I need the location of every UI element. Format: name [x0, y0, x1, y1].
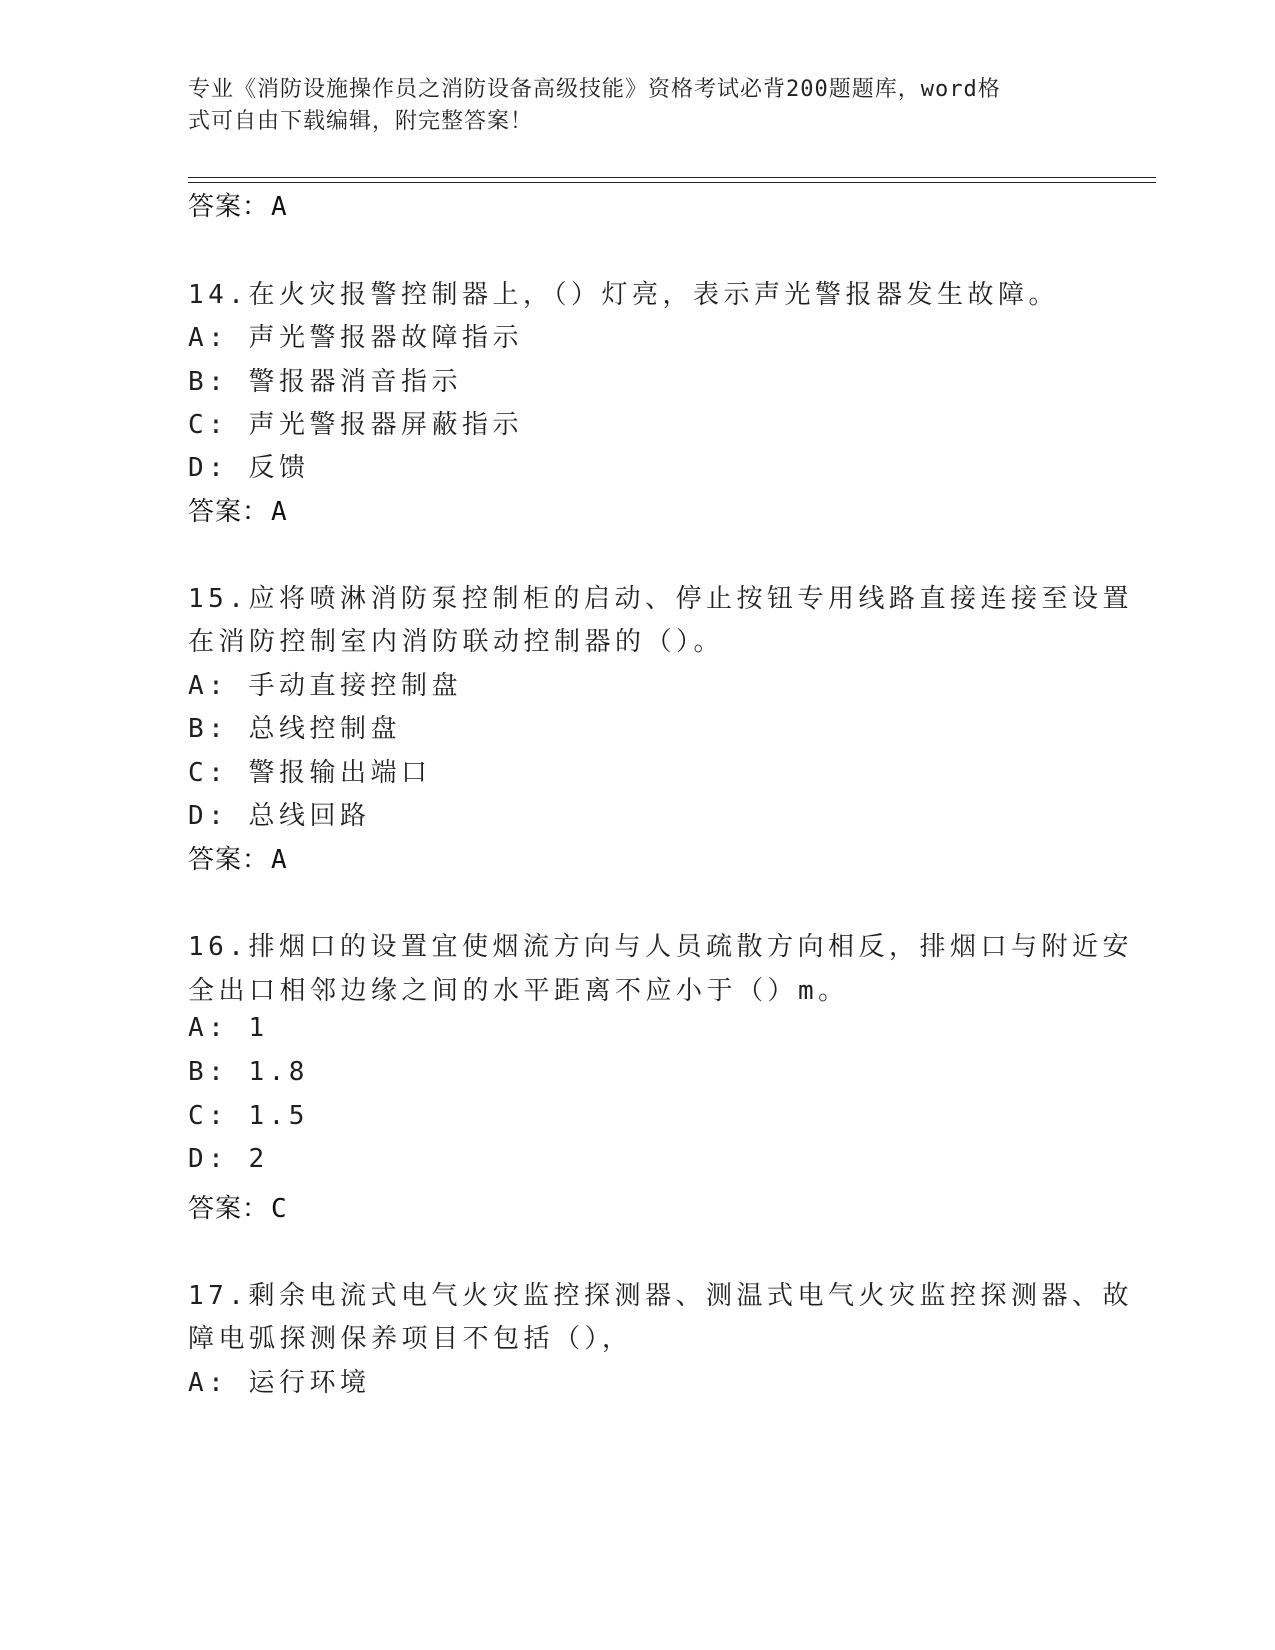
- question-15-option-c: C: 警报输出端口: [188, 758, 432, 788]
- question-15-option-d: D: 总线回路: [188, 801, 371, 831]
- question-14-option-d: D: 反馈: [188, 453, 310, 483]
- document-header: [188, 74, 1088, 138]
- header-line-1: 专业《消防设施操作员之消防设备高级技能》资格考试必背200题题库，word格: [188, 77, 1001, 102]
- question-16-option-b: B: 1.8: [188, 1057, 309, 1087]
- answer-value: C: [271, 1194, 288, 1224]
- question-15-option-a: A: 手动直接控制盘: [188, 671, 462, 701]
- answer-value: A: [271, 845, 288, 875]
- answer-value: A: [271, 497, 288, 527]
- header-rule-bottom: [188, 182, 1156, 183]
- answer-label: 答案：: [188, 845, 270, 875]
- answer-13: [188, 186, 288, 223]
- question-15-stem-line-2: 在消防控制室内消防联动控制器的（）。: [188, 627, 725, 657]
- question-17-option-a: A: 运行环境: [188, 1368, 371, 1398]
- question-15-stem-line-1: 15.应将喷淋消防泵控制柜的启动、停止按钮专用线路直接连接至设置: [188, 584, 1133, 614]
- answer-16: [188, 1188, 288, 1225]
- header-line-2: 式可自由下载编辑，附完整答案！: [188, 109, 534, 134]
- answer-14: [188, 491, 288, 528]
- question-16-option-d: D: 2: [188, 1144, 269, 1174]
- answer-value: A: [271, 192, 288, 222]
- answer-label: 答案：: [188, 1194, 270, 1224]
- question-17-stem-line-2: 障电弧探测保养项目不包括（），: [188, 1324, 633, 1354]
- answer-label: 答案：: [188, 497, 270, 527]
- header-rule-top: [188, 177, 1156, 178]
- question-16-stem-line-1: 16.排烟口的设置宜使烟流方向与人员疏散方向相反，排烟口与附近安: [188, 932, 1133, 962]
- question-16-option-c: C: 1.5: [188, 1101, 309, 1131]
- answer-15: [188, 839, 288, 876]
- answer-label: 答案：: [188, 192, 270, 222]
- question-14-option-b: B: 警报器消音指示: [188, 367, 462, 397]
- question-14-option-a: A: 声光警报器故障指示: [188, 323, 523, 353]
- question-17-stem-line-1: 17.剩余电流式电气火灾监控探测器、测温式电气火灾监控探测器、故: [188, 1281, 1133, 1311]
- question-14-option-c: C: 声光警报器屏蔽指示: [188, 410, 523, 440]
- question-16-option-a: A: 1: [188, 1013, 269, 1043]
- question-16-stem-line-2: 全出口相邻边缘之间的水平距离不应小于（）m。: [188, 976, 849, 1006]
- question-14-stem: 14.在火灾报警控制器上，（）灯亮，表示声光警报器发生故障。: [188, 280, 1059, 310]
- question-15-option-b: B: 总线控制盘: [188, 714, 401, 744]
